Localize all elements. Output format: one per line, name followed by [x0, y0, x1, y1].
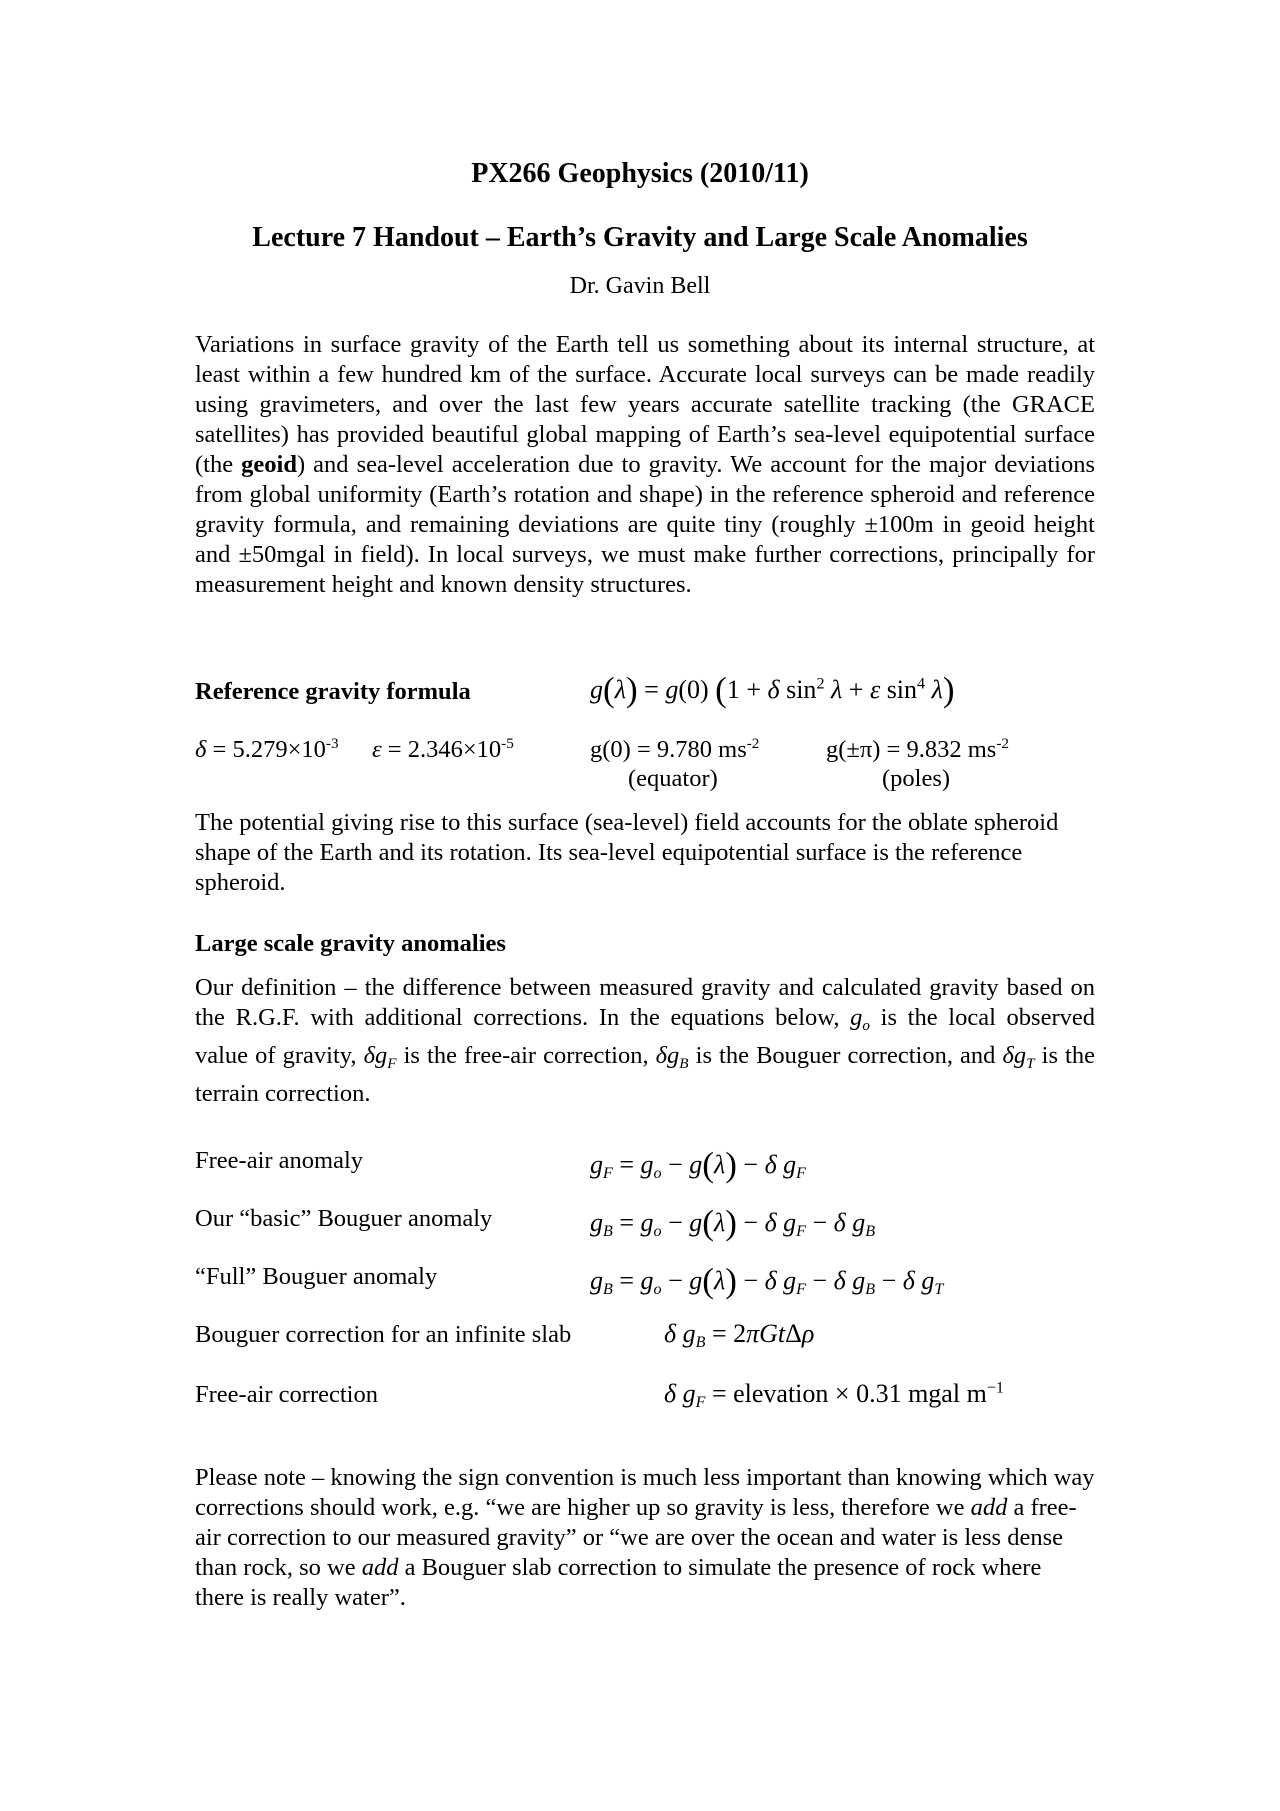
- delta-constant: $\delta = 5.279\times 10^{-3}$: [195, 735, 339, 764]
- definition-paragraph: Our definition – the difference between measured gravity and calculated gravity based on the R.G.F. with additional corrections. In the equations below, $g_o$ is the local observed value of gravity, $\delta g_F$ is the free-air correction, $\delta g_B$ is the Bouguer correction, and $\delta g_T$ is the terrain correction.: [195, 974, 1095, 1107]
- basic-bouguer-label: Our “basic” Bouguer anomaly: [195, 1205, 493, 1232]
- bouguer-slab-equation: δ $g_B = 2\pi Gt\Delta\rho$: [664, 1319, 815, 1352]
- bouguer-slab-label: Bouguer correction for an infinite slab: [195, 1321, 572, 1348]
- freeair-anomaly-equation: $g_F = g_o - g(\lambda) - \delta$ $g_F$: [590, 1145, 806, 1184]
- course-title: PX266 Geophysics (2010/11): [471, 158, 809, 189]
- note-paragraph: Please note – knowing the sign convention is much less important than knowing which way corrections should work, e.g. “we are higher up so gravity is less, therefore we add a free-air correction to our measured gravity” or “we are over the ocean and water is less dense than rock, so we add a Bouguer slab correction to simulate the presence of rock where there is really water”.: [195, 1464, 1095, 1611]
- reference-heading: Reference gravity formula: [195, 678, 471, 705]
- freeair-anomaly-label: Free-air anomaly: [195, 1147, 364, 1174]
- pole-gravity: g(±π) = 9.832 $ms^{-2}$: [826, 735, 1009, 764]
- add-emphasis: add: [970, 1494, 1008, 1521]
- intro-paragraph: Variations in surface gravity of the Earth tell us something about its internal structure, at least within a few hundred km of the surface. Accurate local surveys can be made readily using gravimeters, and over the last few years accurate satellite tracking (the GRACE satellites) has provided beautiful global mapping of Earth’s sea-level equipotential surface (the geoid) and sea-level acceleration due to gravity. We account for the major deviations from global uniformity (Earth’s rotation and shape) in the reference spheroid and reference gravity formula, and remaining deviations are quite tiny (roughly ±100m in geoid height and ±50mgal in field). In local surveys, we must make further corrections, principally for measurement height and known density structures.: [195, 331, 1095, 598]
- anomalies-heading: Large scale gravity anomalies: [195, 930, 506, 957]
- freeair-correction-label: Free-air correction: [195, 1381, 378, 1408]
- add-emphasis: add: [361, 1554, 399, 1581]
- freeair-correction-equation: δ $g_F$ = elevation × 0.31 mgal $m^{-1}$: [664, 1379, 1004, 1412]
- geoid-term: geoid: [241, 451, 297, 478]
- reference-gravity-formula: g(λ) = g(0) (1 + δ $\sin^2 \lambda + \varepsilon$ $\sin^4 \lambda$): [590, 670, 955, 709]
- lecture-title: Lecture 7 Handout – Earth’s Gravity and Large Scale Anomalies: [252, 222, 1028, 253]
- equator-label: (equator): [628, 765, 718, 792]
- author: Dr. Gavin Bell: [569, 273, 711, 299]
- full-bouguer-label: “Full” Bouguer anomaly: [195, 1263, 438, 1290]
- epsilon-constant: $\varepsilon = 2.346\times 10^{-5}$: [372, 735, 514, 764]
- spheroid-paragraph: The potential giving rise to this surface (sea-level) field accounts for the oblate spheroid shape of the Earth and its rotation. Its sea-level equipotential surface is the reference spheroid.: [195, 809, 1059, 896]
- basic-bouguer-equation: $g_B = g_o - g(\lambda) - \delta$ $g_F - \delta$ $g_B$: [590, 1203, 876, 1242]
- full-bouguer-equation: $g_B = g_o - g(\lambda) - \delta$ $g_F - \delta$ $g_B - \delta$ $g_T$: [590, 1261, 944, 1300]
- equator-gravity: g(0) = 9.780 $ms^{-2}$: [590, 735, 760, 764]
- poles-label: (poles): [882, 765, 951, 792]
